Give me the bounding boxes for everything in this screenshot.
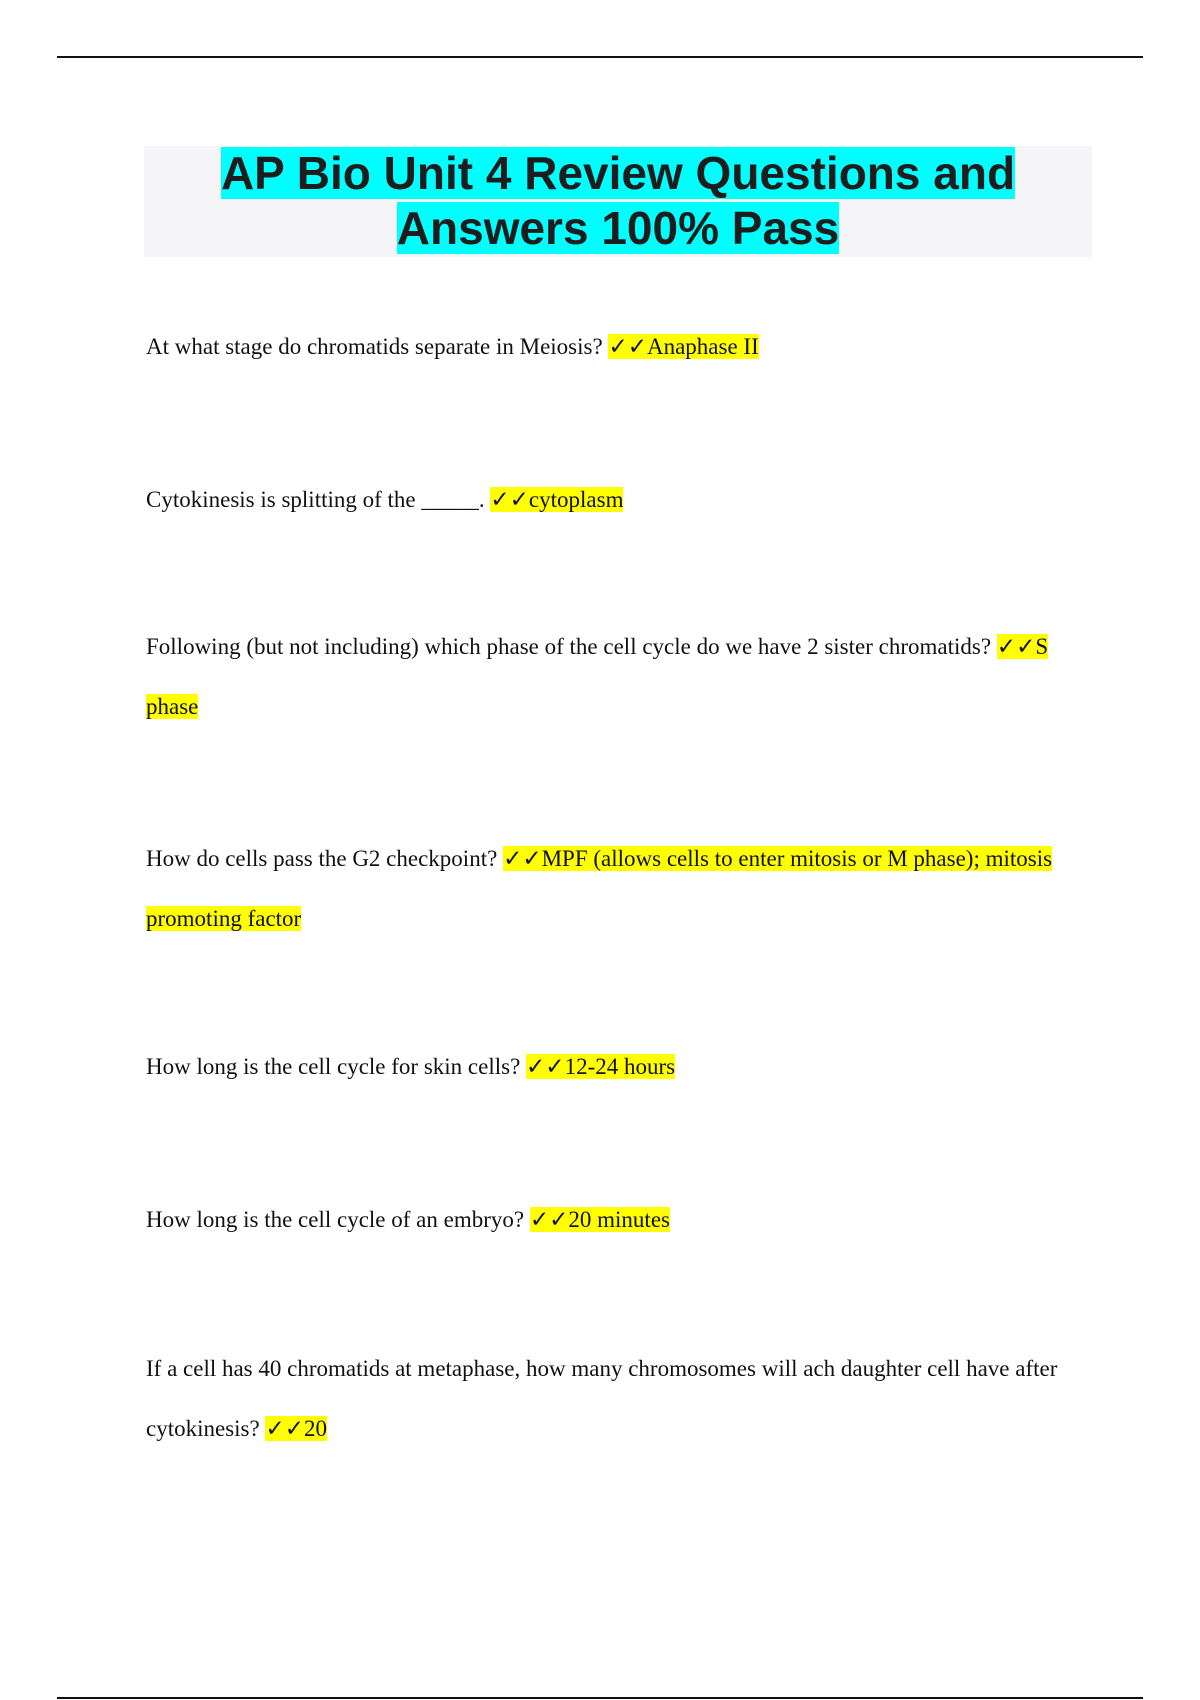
check-mark-icon: ✓✓: [526, 1054, 565, 1079]
check-mark-icon: ✓✓: [490, 487, 529, 512]
title-box: [144, 146, 1092, 257]
question-text: At what stage do chromatids separate in Meiosis?: [146, 334, 609, 359]
answer-text: ✓✓MPF (allows cells to enter mitosis or M phase); mitosis promoting factor: [146, 846, 1053, 931]
answer-text: ✓✓20 minutes: [529, 1207, 670, 1232]
qa-item-1: [146, 317, 1076, 377]
answer-text: ✓✓S phase: [146, 634, 1049, 719]
question-text: How long is the cell cycle of an embryo?: [146, 1207, 530, 1232]
qa-item-4: [146, 829, 1076, 949]
qa-item-2: [146, 470, 1076, 530]
question-text: How long is the cell cycle for skin cells?: [146, 1054, 527, 1079]
top-rule: [57, 56, 1143, 58]
check-mark-icon: ✓✓: [529, 1207, 569, 1232]
question-text: Cytokinesis is splitting of the _____.: [146, 487, 491, 512]
answer-text: ✓✓cytoplasm: [490, 487, 624, 512]
question-text: If a cell has 40 chromatids at metaphase, how many chromosomes will ach daughter cell have after cytokinesis?: [146, 1356, 1058, 1441]
check-mark-icon: ✓✓: [503, 846, 542, 871]
bottom-rule: [57, 1697, 1143, 1699]
check-mark-icon: ✓✓: [265, 1416, 304, 1441]
answer-text: ✓✓Anaphase II: [608, 334, 759, 359]
answer-text: ✓✓20: [265, 1416, 327, 1441]
qa-item-7: [146, 1339, 1076, 1459]
qa-item-6: [146, 1190, 1076, 1250]
check-mark-icon: ✓✓: [996, 634, 1036, 659]
qa-item-5: [146, 1037, 1076, 1097]
question-text: Following (but not including) which phase of the cell cycle do we have 2 sister chromatids?: [146, 634, 997, 659]
check-mark-icon: ✓✓: [608, 334, 647, 359]
document-title: AP Bio Unit 4 Review Questions and Answers 100% Pass: [220, 147, 1016, 254]
question-text: How do cells pass the G2 checkpoint?: [146, 846, 504, 871]
qa-item-3: [146, 617, 1076, 737]
answer-text: ✓✓12-24 hours: [526, 1054, 676, 1079]
